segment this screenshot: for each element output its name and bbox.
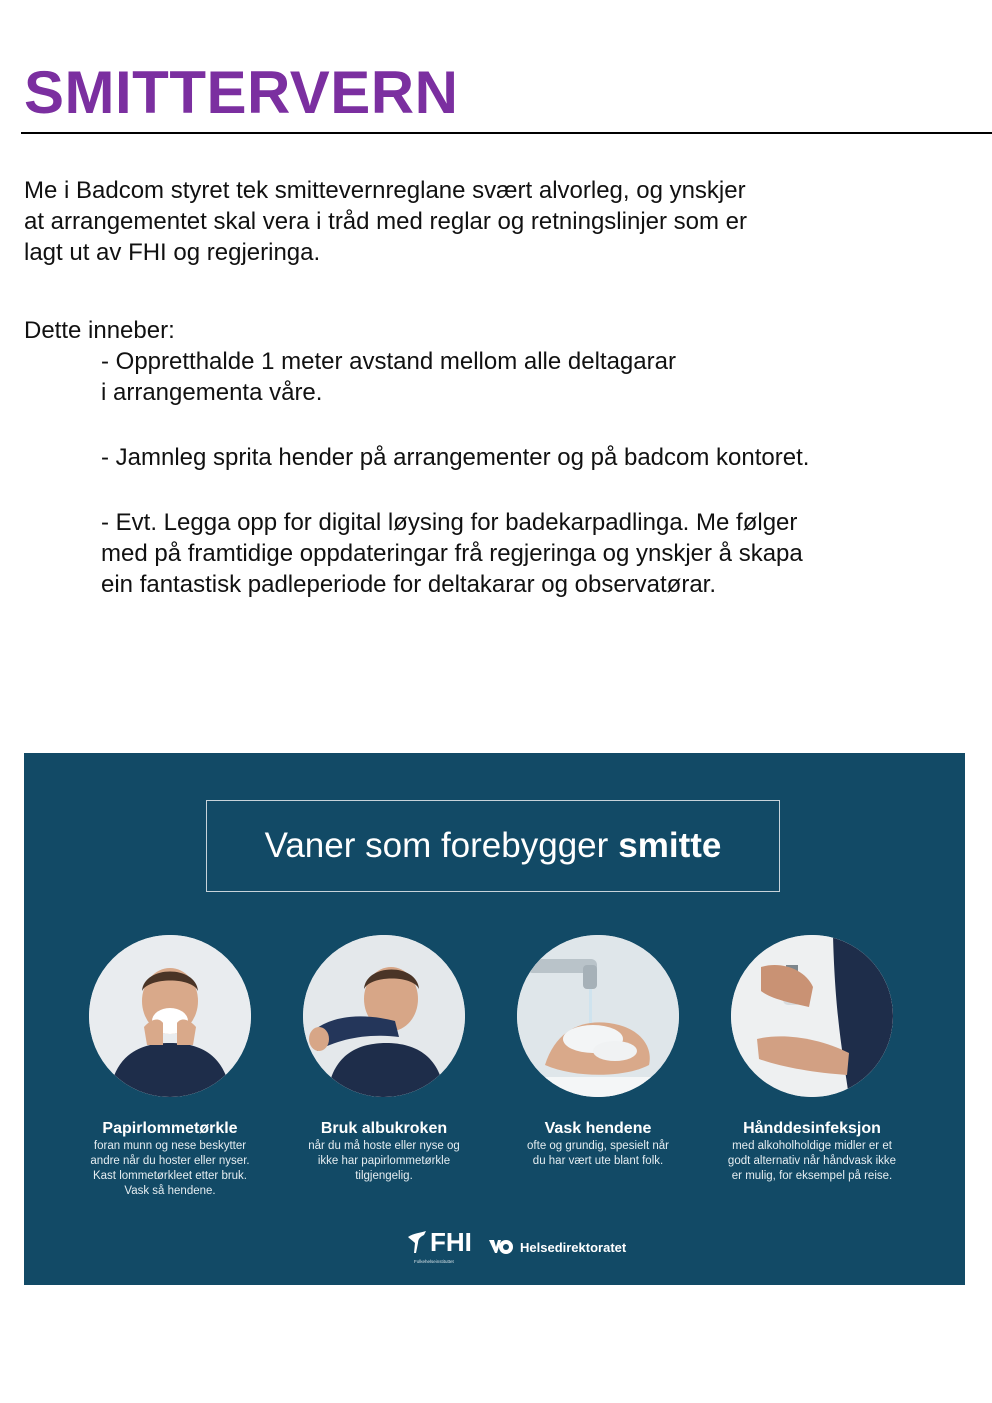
poster-title-box <box>206 800 780 892</box>
desc-line: godt alternativ når håndvask ikke <box>727 1155 897 1167</box>
intro-line: Me i Badcom styret tek smittevernreglane svært alvorleg, og ynskjer <box>24 177 746 204</box>
fhi-subtitle: Folkehelseinstituttet <box>414 1259 454 1264</box>
habit-handwash <box>498 935 698 1169</box>
handwash-photo-icon <box>517 935 679 1097</box>
habit-sanitizer <box>712 935 912 1184</box>
desc-line: ofte og grundig, spesielt når <box>527 1140 669 1152</box>
lead-text: Dette inneber: <box>24 317 175 344</box>
habit-title: Bruk albukroken <box>320 1120 448 1137</box>
rule-item-sanitize <box>101 442 981 473</box>
poster-title-bold: smitte <box>618 826 722 865</box>
habit-description <box>498 1139 698 1169</box>
rule-line: - Oppretthalde 1 meter avstand mellom alle deltagarar <box>101 348 676 375</box>
poster-logos <box>404 1229 644 1269</box>
helsedirektoratet-emblem-icon <box>488 1237 514 1257</box>
fhi-logo <box>404 1227 472 1264</box>
intro-line: at arrangementet skal vera i tråd med reglar og retningslinjer som er <box>24 208 747 235</box>
rule-line: i arrangementa våre. <box>101 379 323 406</box>
tissue-photo-icon <box>89 935 251 1097</box>
rule-line: - Evt. Legga opp for digital løysing for badekarpadlinga. Me følger <box>101 509 798 536</box>
desc-line: tilgjengelig. <box>355 1170 413 1182</box>
helsedirektoratet-wordmark: Helsedirektoratet <box>520 1239 627 1255</box>
desc-line: ikke har papirlommetørkle <box>317 1155 451 1167</box>
desc-line: Kast lommetørkleet etter bruk. <box>92 1170 248 1182</box>
rule-line: med på framtidige oppdateringar frå regjeringa og ynskjer å skapa <box>101 540 803 567</box>
rule-item-digital <box>101 507 981 600</box>
habit-tissue <box>70 935 270 1199</box>
intro-paragraph <box>24 175 924 268</box>
habit-description <box>70 1139 270 1199</box>
desc-line: med alkoholholdige midler er et <box>732 1140 892 1152</box>
habit-title: Vask hendene <box>544 1120 652 1137</box>
desc-line: du har vært ute blant folk. <box>532 1155 664 1167</box>
rule-line: ein fantastisk padleperiode for deltakarar og observatørar. <box>101 571 717 598</box>
fhi-wordmark: FHI <box>430 1227 472 1257</box>
rule-item-distance <box>101 346 981 408</box>
habit-title: Papirlommetørkle <box>102 1120 238 1137</box>
sanitizer-photo-icon <box>731 935 893 1097</box>
poster-title-regular: Vaner som forebygger <box>264 826 609 865</box>
habit-description <box>712 1139 912 1184</box>
rule-list <box>101 346 981 634</box>
desc-line: foran munn og nese beskytter <box>93 1140 247 1152</box>
page-title: SMITTERVERN <box>24 59 459 126</box>
desc-line: når du må hoste eller nyse og <box>308 1140 460 1152</box>
intro-line: lagt ut av FHI og regjeringa. <box>24 239 321 266</box>
desc-line: Vask så hendene. <box>124 1185 216 1197</box>
desc-line: andre når du hoster eller nyser. <box>90 1155 250 1167</box>
rule-line: - Jamnleg sprita hender på arrangementer og på badcom kontoret. <box>101 444 810 471</box>
infection-prevention-poster <box>24 753 965 1285</box>
desc-line: er mulig, for eksempel på reise. <box>731 1170 893 1182</box>
helsedirektoratet-logo <box>488 1237 626 1257</box>
habit-elbow <box>284 935 484 1184</box>
elbow-photo-icon <box>303 935 465 1097</box>
habit-description <box>284 1139 484 1184</box>
title-divider <box>21 132 992 134</box>
habit-title: Hånddesinfeksjon <box>743 1120 881 1137</box>
fhi-figure-icon <box>404 1229 430 1255</box>
